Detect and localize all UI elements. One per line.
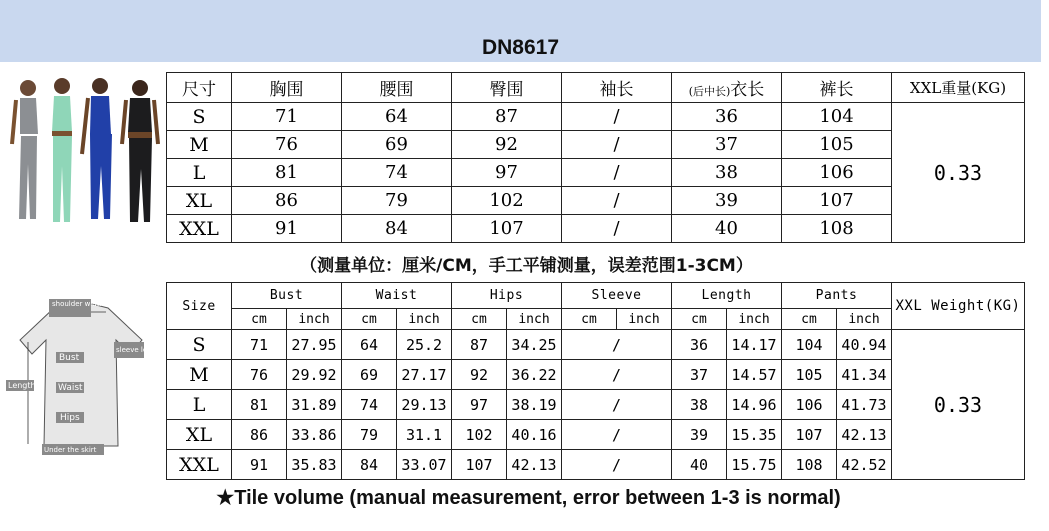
table-cell: 71: [232, 103, 342, 131]
unit-cell: cm: [672, 309, 727, 330]
table-cell: 107: [452, 450, 507, 480]
table-cell: 104: [782, 330, 837, 360]
weight-value: 0.33: [892, 103, 1025, 243]
table-cell: 81: [232, 390, 287, 420]
table-cell: 105: [782, 131, 892, 159]
table-cell: 31.1: [397, 420, 452, 450]
table-cell: /: [562, 360, 672, 390]
table-cell: 69: [342, 131, 452, 159]
size-cell: M: [167, 131, 232, 159]
table-cell: 31.89: [287, 390, 342, 420]
header-hips: 臀围: [452, 73, 562, 103]
table-cell: 86: [232, 187, 342, 215]
table-cell: 29.13: [397, 390, 452, 420]
table-cell: 36: [672, 103, 782, 131]
table-cell: 25.2: [397, 330, 452, 360]
table-cell: 35.83: [287, 450, 342, 480]
product-code-title: DN8617: [481, 36, 560, 59]
table-cell: 97: [452, 159, 562, 187]
table-cell: 39: [672, 187, 782, 215]
table-cell: 42.52: [837, 450, 892, 480]
table-header-row: [167, 73, 1025, 103]
header-size: 尺寸: [167, 73, 232, 103]
size-cell: L: [167, 159, 232, 187]
table-cell: 64: [342, 330, 397, 360]
measurement-note-cn: （测量单位：厘米/CM，手工平铺测量，误差范围1-3CM）: [300, 256, 753, 276]
unit-cell: cm: [232, 309, 287, 330]
table-cell: 102: [452, 187, 562, 215]
table-row: [167, 330, 1025, 360]
size-cell: L: [167, 390, 232, 420]
table-cell: 14.96: [727, 390, 782, 420]
table-cell: /: [562, 330, 672, 360]
unit-cell: inch: [507, 309, 562, 330]
table-cell: 74: [342, 159, 452, 187]
size-cell: S: [167, 330, 232, 360]
header-sleeve: 袖长: [562, 73, 672, 103]
header-hips: Hips: [452, 283, 562, 309]
size-cell: XL: [167, 420, 232, 450]
table-cell: 84: [342, 450, 397, 480]
table-header-row: [167, 283, 1025, 309]
weight-value: 0.33: [892, 330, 1025, 480]
table-cell: /: [562, 131, 672, 159]
table-cell: /: [562, 420, 672, 450]
header-pants: Pants: [782, 283, 892, 309]
diagram-length-label: Length: [8, 381, 36, 390]
table-cell: 33.07: [397, 450, 452, 480]
table-cell: 64: [342, 103, 452, 131]
table-cell: 108: [782, 215, 892, 243]
header-length-label: 衣长: [730, 80, 765, 100]
unit-cell: inch: [287, 309, 342, 330]
measurement-note-en: ★Tile volume (manual measurement, error between 1-3 is normal): [216, 487, 841, 509]
table-cell: /: [562, 215, 672, 243]
header-pants: 裤长: [782, 73, 892, 103]
table-cell: /: [562, 159, 672, 187]
table-cell: 81: [232, 159, 342, 187]
table-cell: 106: [782, 390, 837, 420]
table-cell: 27.95: [287, 330, 342, 360]
header-length: [672, 73, 782, 103]
table-cell: 37: [672, 131, 782, 159]
table-cell: 27.17: [397, 360, 452, 390]
table-cell: 40: [672, 215, 782, 243]
table-cell: /: [562, 390, 672, 420]
unit-cell: inch: [397, 309, 452, 330]
header-weight: XXL重量(KG): [892, 73, 1025, 103]
table-cell: 38.19: [507, 390, 562, 420]
size-table-en: [166, 282, 1025, 480]
size-table-cn: [166, 72, 1025, 243]
table-cell: 34.25: [507, 330, 562, 360]
unit-cell: cm: [782, 309, 837, 330]
table-cell: 104: [782, 103, 892, 131]
header-weight: XXL Weight(KG): [892, 283, 1025, 330]
table-cell: 107: [452, 215, 562, 243]
table-cell: 15.75: [727, 450, 782, 480]
table-cell: 38: [672, 159, 782, 187]
unit-cell: inch: [617, 309, 672, 330]
product-photo: [6, 74, 162, 234]
header-waist: 腰围: [342, 73, 452, 103]
table-cell: 107: [782, 187, 892, 215]
table-cell: 71: [232, 330, 287, 360]
size-cell: S: [167, 103, 232, 131]
table-cell: 37: [672, 360, 727, 390]
unit-cell: cm: [342, 309, 397, 330]
table-cell: 39: [672, 420, 727, 450]
diagram-hips-label: Hips: [60, 413, 80, 423]
header-waist: Waist: [342, 283, 452, 309]
table-cell: 15.35: [727, 420, 782, 450]
table-cell: 40.16: [507, 420, 562, 450]
table-cell: /: [562, 103, 672, 131]
table-cell: 79: [342, 420, 397, 450]
table-cell: 76: [232, 131, 342, 159]
table-cell: 108: [782, 450, 837, 480]
table-cell: 92: [452, 360, 507, 390]
table-cell: 69: [342, 360, 397, 390]
table-cell: 41.34: [837, 360, 892, 390]
header-length-prefix: (后中长): [688, 85, 731, 98]
diagram-bust-label: Bust: [59, 353, 80, 363]
table-cell: 40: [672, 450, 727, 480]
unit-cell: inch: [837, 309, 892, 330]
unit-cell: cm: [562, 309, 617, 330]
table-cell: 79: [342, 187, 452, 215]
unit-cell: inch: [727, 309, 782, 330]
table-cell: 97: [452, 390, 507, 420]
table-cell: 42.13: [837, 420, 892, 450]
table-cell: 92: [452, 131, 562, 159]
table-cell: 84: [342, 215, 452, 243]
table-cell: 86: [232, 420, 287, 450]
diagram-shoulder-label: shoulder width: [52, 300, 104, 308]
header-length: Length: [672, 283, 782, 309]
table-cell: 42.13: [507, 450, 562, 480]
table-cell: 38: [672, 390, 727, 420]
size-cell: XXL: [167, 450, 232, 480]
table-cell: 40.94: [837, 330, 892, 360]
table-cell: 29.92: [287, 360, 342, 390]
diagram-waist-label: Waist: [58, 383, 83, 393]
size-cell: XXL: [167, 215, 232, 243]
diagram-skirt-label: Under the skirt: [44, 446, 97, 454]
diagram-sleeve-label: sleeve length: [116, 346, 164, 354]
table-cell: 14.17: [727, 330, 782, 360]
table-cell: 91: [232, 215, 342, 243]
table-cell: 33.86: [287, 420, 342, 450]
measurement-diagram: [4, 296, 164, 462]
table-cell: 41.73: [837, 390, 892, 420]
header-size: Size: [167, 283, 232, 330]
table-cell: 102: [452, 420, 507, 450]
table-row: [167, 103, 1025, 131]
table-cell: 76: [232, 360, 287, 390]
table-cell: 106: [782, 159, 892, 187]
header-sleeve: Sleeve: [562, 283, 672, 309]
table-cell: /: [562, 450, 672, 480]
table-cell: /: [562, 187, 672, 215]
table-cell: 36.22: [507, 360, 562, 390]
header-bust: 胸围: [232, 73, 342, 103]
table-cell: 74: [342, 390, 397, 420]
table-cell: 14.57: [727, 360, 782, 390]
table-cell: 36: [672, 330, 727, 360]
table-cell: 107: [782, 420, 837, 450]
table-cell: 87: [452, 103, 562, 131]
table-cell: 87: [452, 330, 507, 360]
table-cell: 105: [782, 360, 837, 390]
header-bust: Bust: [232, 283, 342, 309]
size-cell: XL: [167, 187, 232, 215]
unit-cell: cm: [452, 309, 507, 330]
size-cell: M: [167, 360, 232, 390]
table-cell: 91: [232, 450, 287, 480]
